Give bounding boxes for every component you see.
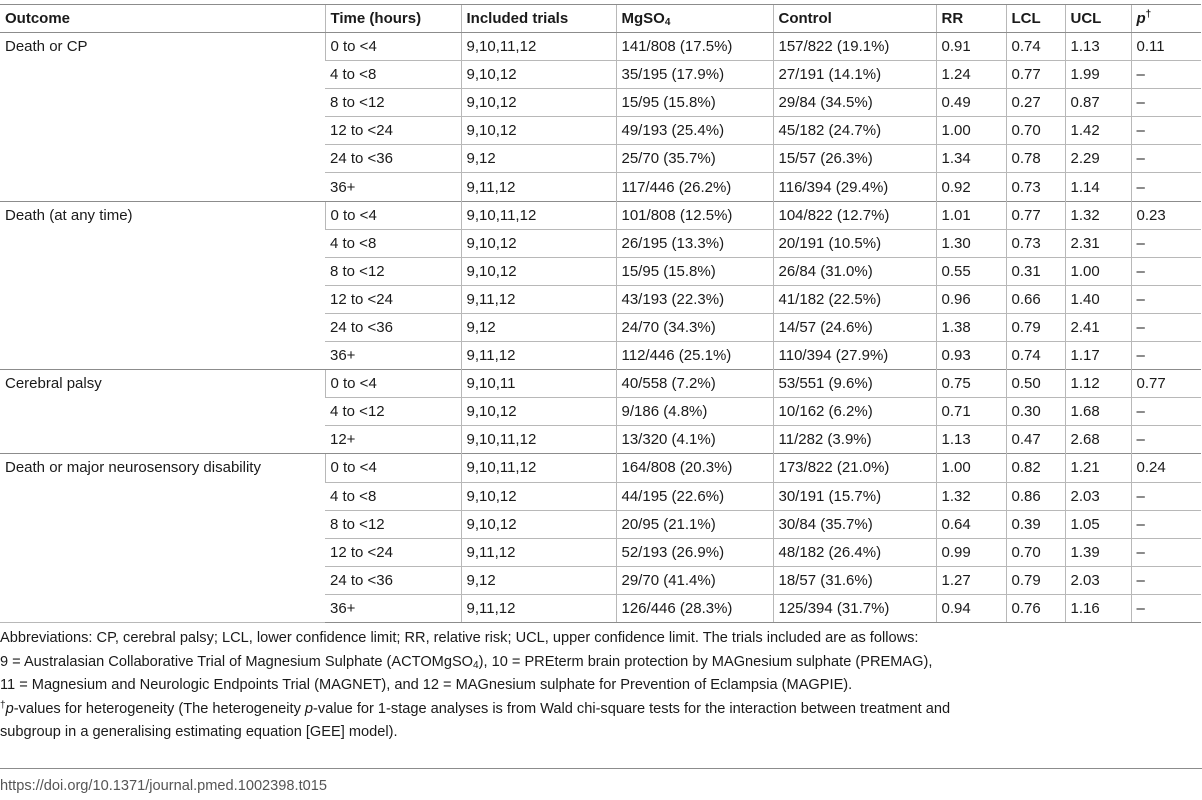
cell-ucl: 1.00 bbox=[1065, 257, 1131, 285]
cell-rr: 1.27 bbox=[936, 566, 1006, 594]
cell-p: – bbox=[1131, 426, 1201, 454]
cell-control: 27/191 (14.1%) bbox=[773, 61, 936, 89]
cell-p: – bbox=[1131, 145, 1201, 173]
cell-mgso4: 44/195 (22.6%) bbox=[616, 482, 773, 510]
footnote-p-word: p bbox=[5, 700, 14, 717]
cell-mgso4: 29/70 (41.4%) bbox=[616, 566, 773, 594]
table-header bbox=[0, 5, 1201, 33]
cell-control: 104/822 (12.7%) bbox=[773, 201, 936, 229]
cell-lcl: 0.74 bbox=[1006, 342, 1065, 370]
cell-rr: 0.64 bbox=[936, 510, 1006, 538]
cell-trials: 9,10,12 bbox=[461, 89, 616, 117]
cell-rr: 0.94 bbox=[936, 594, 1006, 622]
cell-mgso4: 9/186 (4.8%) bbox=[616, 398, 773, 426]
header-ucl: UCL bbox=[1065, 5, 1131, 33]
cell-lcl: 0.86 bbox=[1006, 482, 1065, 510]
cell-time: 4 to <8 bbox=[330, 66, 377, 84]
footnote-heterogeneity-1 bbox=[0, 698, 1195, 722]
cell-lcl: 0.70 bbox=[1006, 538, 1065, 566]
footnote-abbreviations-2 bbox=[0, 651, 1195, 675]
cell-lcl: 0.77 bbox=[1006, 61, 1065, 89]
cell-control: 125/394 (31.7%) bbox=[773, 594, 936, 622]
cell-rr: 0.91 bbox=[936, 33, 1006, 61]
cell-lcl: 0.79 bbox=[1006, 313, 1065, 341]
cell-outcome: Death or CP bbox=[0, 33, 325, 202]
cell-rr: 1.24 bbox=[936, 61, 1006, 89]
cell-lcl: 0.47 bbox=[1006, 426, 1065, 454]
footnote-het-p: p bbox=[304, 700, 314, 717]
cell-mgso4: 49/193 (25.4%) bbox=[616, 117, 773, 145]
header-time: Time (hours) bbox=[325, 5, 461, 33]
cell-lcl: 0.76 bbox=[1006, 594, 1065, 622]
cell-time: 0 to <4 bbox=[325, 454, 461, 482]
cell-p: – bbox=[1131, 566, 1201, 594]
cell-rr: 1.38 bbox=[936, 313, 1006, 341]
cell-control: 10/162 (6.2%) bbox=[773, 398, 936, 426]
cell-time: 8 to <12 bbox=[330, 515, 385, 533]
cell-time: 36+ bbox=[325, 594, 461, 622]
cell-ucl: 1.42 bbox=[1065, 117, 1131, 145]
table-row bbox=[0, 454, 1201, 482]
footnote-het-b: -value for 1-stage analyses is from Wald chi-square tests for the interaction between treatment and bbox=[313, 700, 951, 717]
cell-time: 4 to <8 bbox=[330, 487, 377, 505]
cell-trials: 9,10,12 bbox=[461, 61, 616, 89]
cell-p: – bbox=[1131, 89, 1201, 117]
cell-mgso4: 20/95 (21.1%) bbox=[616, 510, 773, 538]
cell-control: 18/57 (31.6%) bbox=[773, 566, 936, 594]
header-mgso4 bbox=[616, 5, 773, 33]
cell-outcome: Cerebral palsy bbox=[0, 370, 325, 454]
cell-rr: 0.49 bbox=[936, 89, 1006, 117]
cell-p: – bbox=[1131, 342, 1201, 370]
cell-p: 0.77 bbox=[1131, 370, 1201, 398]
cell-control: 15/57 (26.3%) bbox=[773, 145, 936, 173]
cell-lcl: 0.73 bbox=[1006, 173, 1065, 201]
cell-lcl: 0.39 bbox=[1006, 510, 1065, 538]
cell-lcl: 0.82 bbox=[1006, 454, 1065, 482]
cell-control: 41/182 (22.5%) bbox=[773, 285, 936, 313]
table-row bbox=[0, 33, 1201, 61]
cell-trials: 9,12 bbox=[461, 566, 616, 594]
cell-trials: 9,10,11 bbox=[461, 370, 616, 398]
cell-rr: 1.30 bbox=[936, 229, 1006, 257]
cell-rr: 1.13 bbox=[936, 426, 1006, 454]
footnote-abbreviations-1: Abbreviations: CP, cerebral palsy; LCL, lower confidence limit; RR, relative risk; UCL, upper confidence limit. The trials included are as follows: bbox=[0, 630, 919, 646]
table-row bbox=[0, 370, 1201, 398]
cell-trials: 9,10,11,12 bbox=[461, 201, 616, 229]
cell-trials: 9,11,12 bbox=[461, 173, 616, 201]
cell-rr: 0.71 bbox=[936, 398, 1006, 426]
cell-trials: 9,11,12 bbox=[461, 538, 616, 566]
table-row bbox=[0, 201, 1201, 229]
cell-p: 0.24 bbox=[1131, 454, 1201, 482]
cell-outcome: Death (at any time) bbox=[0, 201, 325, 370]
cell-ucl: 0.87 bbox=[1065, 89, 1131, 117]
cell-lcl: 0.78 bbox=[1006, 145, 1065, 173]
cell-ucl: 1.21 bbox=[1065, 454, 1131, 482]
cell-ucl: 1.12 bbox=[1065, 370, 1131, 398]
cell-mgso4: 164/808 (20.3%) bbox=[616, 454, 773, 482]
cell-trials: 9,12 bbox=[461, 313, 616, 341]
cell-trials: 9,11,12 bbox=[461, 342, 616, 370]
cell-rr: 1.32 bbox=[936, 482, 1006, 510]
cell-trials: 9,10,12 bbox=[461, 398, 616, 426]
cell-p: – bbox=[1131, 538, 1201, 566]
cell-mgso4: 15/95 (15.8%) bbox=[616, 257, 773, 285]
header-p bbox=[1131, 5, 1201, 33]
cell-mgso4: 35/195 (17.9%) bbox=[616, 61, 773, 89]
cell-p: – bbox=[1131, 285, 1201, 313]
cell-time: 36+ bbox=[330, 178, 356, 196]
header-rr: RR bbox=[936, 5, 1006, 33]
cell-trials: 9,10,12 bbox=[461, 510, 616, 538]
cell-ucl: 1.16 bbox=[1065, 594, 1131, 622]
cell-control: 30/191 (15.7%) bbox=[773, 482, 936, 510]
header-trials: Included trials bbox=[461, 5, 616, 33]
cell-lcl: 0.27 bbox=[1006, 89, 1065, 117]
cell-ucl: 1.99 bbox=[1065, 61, 1131, 89]
cell-ucl: 1.40 bbox=[1065, 285, 1131, 313]
cell-control: 48/182 (26.4%) bbox=[773, 538, 936, 566]
cell-time: 12 to <24 bbox=[330, 290, 393, 308]
header-mgso4-text: MgSO bbox=[621, 10, 665, 27]
cell-mgso4: 126/446 (28.3%) bbox=[616, 594, 773, 622]
cell-time: 36+ bbox=[330, 347, 356, 365]
cell-p: – bbox=[1131, 398, 1201, 426]
cell-control: 14/57 (24.6%) bbox=[773, 313, 936, 341]
cell-time: 24 to <36 bbox=[330, 150, 393, 168]
cell-rr: 0.96 bbox=[936, 285, 1006, 313]
cell-time: 4 to <8 bbox=[330, 234, 377, 252]
cell-time: 24 to <36 bbox=[330, 318, 393, 336]
cell-trials: 9,12 bbox=[461, 145, 616, 173]
cell-control: 53/551 (9.6%) bbox=[773, 370, 936, 398]
header-lcl: LCL bbox=[1006, 5, 1065, 33]
cell-rr: 0.75 bbox=[936, 370, 1006, 398]
footnote-dagger: † bbox=[0, 699, 6, 711]
cell-control: 173/822 (21.0%) bbox=[773, 454, 936, 482]
cell-lcl: 0.79 bbox=[1006, 566, 1065, 594]
cell-mgso4: 43/193 (22.3%) bbox=[616, 285, 773, 313]
cell-lcl: 0.30 bbox=[1006, 398, 1065, 426]
cell-rr: 0.55 bbox=[936, 257, 1006, 285]
cell-lcl: 0.66 bbox=[1006, 285, 1065, 313]
cell-trials: 9,10,11,12 bbox=[461, 33, 616, 61]
cell-trials: 9,10,12 bbox=[461, 229, 616, 257]
doi-link[interactable]: https://doi.org/10.1371/journal.pmed.1002398.t015 bbox=[0, 778, 327, 794]
cell-p: – bbox=[1131, 257, 1201, 285]
cell-control: 20/191 (10.5%) bbox=[773, 229, 936, 257]
cell-time: 24 to <36 bbox=[330, 571, 393, 589]
cell-ucl: 1.17 bbox=[1065, 342, 1131, 370]
cell-ucl: 2.68 bbox=[1065, 426, 1131, 454]
cell-rr: 0.92 bbox=[936, 173, 1006, 201]
cell-time: 12 to <24 bbox=[330, 543, 393, 561]
table-footnotes bbox=[0, 627, 1195, 745]
cell-p: – bbox=[1131, 594, 1201, 622]
header-p-text: p bbox=[1136, 10, 1146, 27]
table-body bbox=[0, 33, 1201, 623]
cell-mgso4: 15/95 (15.8%) bbox=[616, 89, 773, 117]
cell-p: – bbox=[1131, 229, 1201, 257]
cell-ucl: 1.13 bbox=[1065, 33, 1131, 61]
cell-mgso4: 13/320 (4.1%) bbox=[616, 426, 773, 454]
footnote-abbrev-2-sub: 4 bbox=[473, 659, 479, 671]
cell-ucl: 1.68 bbox=[1065, 398, 1131, 426]
cell-trials: 9,10,12 bbox=[461, 257, 616, 285]
cell-lcl: 0.70 bbox=[1006, 117, 1065, 145]
cell-mgso4: 52/193 (26.9%) bbox=[616, 538, 773, 566]
cell-control: 30/84 (35.7%) bbox=[773, 510, 936, 538]
header-control: Control bbox=[773, 5, 936, 33]
cell-trials: 9,11,12 bbox=[461, 285, 616, 313]
cell-mgso4: 117/446 (26.2%) bbox=[616, 173, 773, 201]
header-row bbox=[0, 5, 1201, 33]
cell-rr: 1.34 bbox=[936, 145, 1006, 173]
cell-mgso4: 101/808 (12.5%) bbox=[616, 201, 773, 229]
cell-control: 29/84 (34.5%) bbox=[773, 89, 936, 117]
header-outcome: Outcome bbox=[0, 5, 325, 33]
cell-control: 11/282 (3.9%) bbox=[773, 426, 936, 454]
header-mgso4-sub: 4 bbox=[664, 17, 671, 28]
cell-ucl: 1.14 bbox=[1065, 173, 1131, 201]
cell-rr: 1.01 bbox=[936, 201, 1006, 229]
cell-ucl: 2.03 bbox=[1065, 482, 1131, 510]
cell-trials: 9,10,11,12 bbox=[461, 454, 616, 482]
cell-control: 26/84 (31.0%) bbox=[773, 257, 936, 285]
cell-mgso4: 25/70 (35.7%) bbox=[616, 145, 773, 173]
cell-time: 4 to <12 bbox=[330, 403, 385, 421]
cell-ucl: 1.05 bbox=[1065, 510, 1131, 538]
cell-mgso4: 24/70 (34.3%) bbox=[616, 313, 773, 341]
cell-p: – bbox=[1131, 173, 1201, 201]
cell-rr: 0.93 bbox=[936, 342, 1006, 370]
footnote-abbrev-2b: ), 10 = PREterm brain protection by MAGnesium sulphate (PREMAG), bbox=[478, 653, 933, 670]
cell-trials: 9,11,12 bbox=[461, 594, 616, 622]
cell-p: 0.23 bbox=[1131, 201, 1201, 229]
cell-mgso4: 26/195 (13.3%) bbox=[616, 229, 773, 257]
cell-outcome: Death or major neurosensory disability bbox=[0, 454, 325, 623]
footnote-abbrev-2a: 9 = Australasian Collaborative Trial of Magnesium Sulphate (ACTOMgSO bbox=[0, 653, 474, 670]
cell-p: 0.11 bbox=[1131, 33, 1201, 61]
cell-control: 116/394 (29.4%) bbox=[773, 173, 936, 201]
header-p-dagger: † bbox=[1145, 9, 1152, 20]
divider bbox=[0, 768, 1202, 769]
cell-time: 8 to <12 bbox=[330, 262, 385, 280]
cell-time: 0 to <4 bbox=[325, 201, 461, 229]
cell-lcl: 0.31 bbox=[1006, 257, 1065, 285]
cell-time: 0 to <4 bbox=[325, 33, 461, 61]
cell-ucl: 2.41 bbox=[1065, 313, 1131, 341]
cell-time: 8 to <12 bbox=[330, 94, 385, 112]
cell-lcl: 0.73 bbox=[1006, 229, 1065, 257]
cell-p: – bbox=[1131, 61, 1201, 89]
cell-rr: 0.99 bbox=[936, 538, 1006, 566]
cell-control: 157/822 (19.1%) bbox=[773, 33, 936, 61]
cell-mgso4: 112/446 (25.1%) bbox=[616, 342, 773, 370]
cell-ucl: 2.29 bbox=[1065, 145, 1131, 173]
footnote-abbreviations-3: 11 = Magnesium and Neurologic Endpoints Trial (MAGNET), and 12 = MAGnesium sulphate for Prevention of Eclampsia (MAGPIE). bbox=[0, 677, 853, 693]
cell-ucl: 2.31 bbox=[1065, 229, 1131, 257]
cell-mgso4: 40/558 (7.2%) bbox=[616, 370, 773, 398]
cell-lcl: 0.50 bbox=[1006, 370, 1065, 398]
cell-lcl: 0.74 bbox=[1006, 33, 1065, 61]
cell-ucl: 1.32 bbox=[1065, 201, 1131, 229]
cell-trials: 9,10,11,12 bbox=[461, 426, 616, 454]
results-table bbox=[0, 4, 1201, 623]
cell-control: 45/182 (24.7%) bbox=[773, 117, 936, 145]
cell-time: 12+ bbox=[330, 431, 356, 449]
cell-p: – bbox=[1131, 482, 1201, 510]
footnote-heterogeneity-2: subgroup in a generalising estimating equation [GEE] model). bbox=[0, 724, 398, 740]
cell-mgso4: 141/808 (17.5%) bbox=[616, 33, 773, 61]
cell-ucl: 1.39 bbox=[1065, 538, 1131, 566]
footnote-het-a: -values for heterogeneity (The heterogeneity bbox=[13, 700, 305, 717]
cell-trials: 9,10,12 bbox=[461, 482, 616, 510]
cell-trials: 9,10,12 bbox=[461, 117, 616, 145]
cell-p: – bbox=[1131, 117, 1201, 145]
cell-ucl: 2.03 bbox=[1065, 566, 1131, 594]
cell-lcl: 0.77 bbox=[1006, 201, 1065, 229]
cell-rr: 1.00 bbox=[936, 117, 1006, 145]
cell-time: 12 to <24 bbox=[330, 122, 393, 140]
cell-control: 110/394 (27.9%) bbox=[773, 342, 936, 370]
cell-p: – bbox=[1131, 313, 1201, 341]
cell-time: 0 to <4 bbox=[325, 370, 461, 398]
cell-rr: 1.00 bbox=[936, 454, 1006, 482]
cell-p: – bbox=[1131, 510, 1201, 538]
